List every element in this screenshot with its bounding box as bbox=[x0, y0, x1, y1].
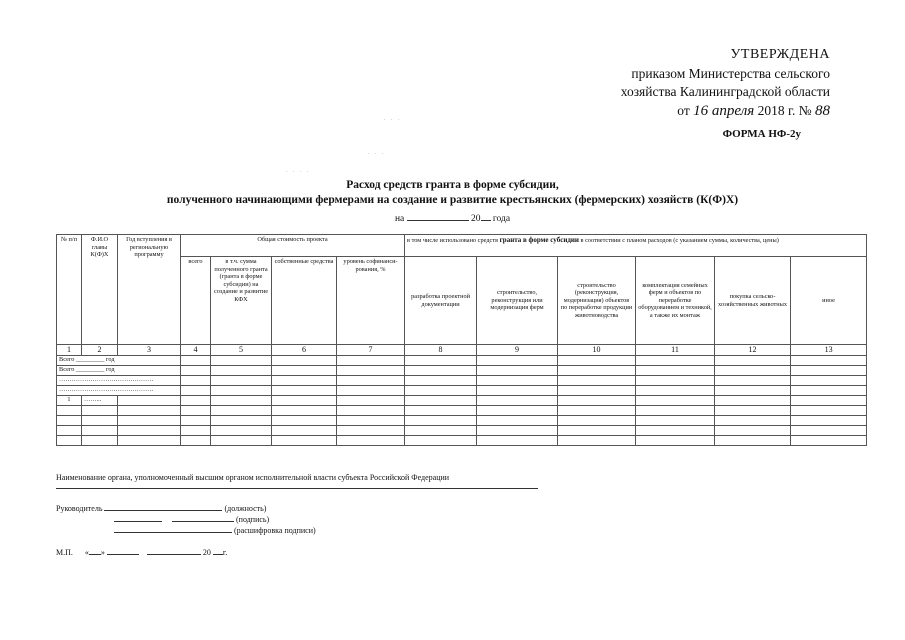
table-cell[interactable] bbox=[791, 415, 867, 425]
table-cell[interactable] bbox=[558, 425, 636, 435]
table-cell[interactable] bbox=[715, 425, 791, 435]
authority-name-field bbox=[56, 482, 538, 491]
column-number: 11 bbox=[636, 345, 715, 356]
header-grant-usage bbox=[405, 235, 867, 257]
reporting-period bbox=[0, 214, 905, 224]
table-cell[interactable] bbox=[405, 425, 477, 435]
table-cell[interactable] bbox=[558, 385, 636, 395]
table-cell[interactable] bbox=[118, 415, 181, 425]
table-cell[interactable] bbox=[272, 435, 337, 445]
table-cell[interactable] bbox=[272, 395, 337, 405]
table-row bbox=[57, 425, 867, 435]
table-row bbox=[57, 435, 867, 445]
position-note: (должность) bbox=[224, 504, 267, 513]
table-cell[interactable] bbox=[57, 405, 82, 415]
table-cell[interactable] bbox=[715, 355, 791, 365]
date-month-line-2[interactable] bbox=[147, 554, 201, 555]
scan-speck: . . . bbox=[384, 116, 402, 122]
header-equipment: комплектация семейных ферм и объектов по переработке оборудованием и техникой, а также их монтаж bbox=[636, 257, 715, 345]
table-row bbox=[57, 385, 867, 395]
header-program-year: Год вступления в региональную программу bbox=[118, 235, 181, 345]
approval-year: 2018 г. № bbox=[757, 103, 812, 118]
column-numbers-row bbox=[57, 345, 867, 356]
column-number: 5 bbox=[211, 345, 272, 356]
table-cell[interactable] bbox=[118, 395, 181, 405]
period-date-blank[interactable] bbox=[407, 220, 469, 221]
table-cell[interactable] bbox=[272, 365, 337, 375]
row-total-label: Всего _________ год bbox=[57, 365, 181, 375]
table-cell[interactable] bbox=[181, 365, 211, 375]
table-cell[interactable] bbox=[715, 415, 791, 425]
table-cell[interactable] bbox=[636, 435, 715, 445]
header-own-funds: собственные средства bbox=[272, 257, 337, 345]
decoding-note: (расшифровка подписи) bbox=[234, 526, 316, 535]
table-cell[interactable] bbox=[211, 405, 272, 415]
table-cell[interactable] bbox=[477, 395, 558, 405]
table-cell[interactable] bbox=[211, 365, 272, 375]
column-number: 9 bbox=[477, 345, 558, 356]
table-cell[interactable] bbox=[477, 415, 558, 425]
table-cell[interactable] bbox=[337, 385, 405, 395]
date-month-line[interactable] bbox=[107, 554, 139, 555]
table-cell[interactable] bbox=[181, 355, 211, 365]
table-row bbox=[57, 355, 867, 365]
table-cell[interactable] bbox=[477, 365, 558, 375]
table-cell[interactable] bbox=[272, 405, 337, 415]
header-number: № п/п bbox=[57, 235, 82, 345]
header-processing-construction: строительство (реконструкция, модернизация) объектов по переработке продукции животноводства bbox=[558, 257, 636, 345]
table-cell[interactable] bbox=[181, 405, 211, 415]
table-cell[interactable] bbox=[405, 385, 477, 395]
period-mid: 20 bbox=[471, 214, 481, 224]
table-cell[interactable] bbox=[405, 415, 477, 425]
table-cell[interactable] bbox=[715, 385, 791, 395]
table-cell[interactable] bbox=[82, 405, 118, 415]
column-number: 2 bbox=[82, 345, 118, 356]
table-cell[interactable] bbox=[337, 435, 405, 445]
approval-title: УТВЕРЖДЕНА bbox=[730, 47, 830, 62]
table-cell[interactable] bbox=[57, 435, 82, 445]
date-open-quote: « bbox=[84, 548, 89, 557]
table-cell[interactable] bbox=[636, 425, 715, 435]
row-item-name: ……... bbox=[82, 395, 118, 405]
column-number: 12 bbox=[715, 345, 791, 356]
column-number: 3 bbox=[118, 345, 181, 356]
approval-handwritten-number: 88 bbox=[815, 103, 830, 119]
table-cell[interactable] bbox=[118, 405, 181, 415]
approval-date-line bbox=[677, 102, 830, 121]
approval-ot: от bbox=[677, 103, 690, 118]
table-cell[interactable] bbox=[791, 355, 867, 365]
table-row bbox=[57, 375, 867, 385]
column-number: 13 bbox=[791, 345, 867, 356]
table-cell[interactable] bbox=[211, 385, 272, 395]
table-cell[interactable] bbox=[211, 375, 272, 385]
table-cell[interactable] bbox=[337, 395, 405, 405]
table-cell[interactable] bbox=[636, 365, 715, 375]
header-grant-usage-bold: гранта в форме субсидии bbox=[499, 236, 579, 244]
table-cell[interactable] bbox=[118, 425, 181, 435]
table-cell[interactable] bbox=[791, 405, 867, 415]
table-cell[interactable] bbox=[82, 415, 118, 425]
column-number: 6 bbox=[272, 345, 337, 356]
table-cell[interactable] bbox=[636, 375, 715, 385]
row-item-number: 1 bbox=[57, 395, 82, 405]
stamp-label: М.П. bbox=[56, 548, 73, 557]
table-cell[interactable] bbox=[558, 405, 636, 415]
authority-name-label: Наименование органа, уполномоченный высшим органом исполнительной власти субъекта Российской Федерации bbox=[56, 473, 450, 482]
table-cell[interactable] bbox=[558, 365, 636, 375]
column-number: 1 bbox=[57, 345, 82, 356]
header-project-docs: разработка проектной документации bbox=[405, 257, 477, 345]
table-cell[interactable] bbox=[715, 375, 791, 385]
table-cell[interactable] bbox=[57, 415, 82, 425]
header-total: всего bbox=[181, 257, 211, 345]
table-cell[interactable] bbox=[337, 415, 405, 425]
table-cell[interactable] bbox=[337, 355, 405, 365]
period-prefix: на bbox=[394, 214, 405, 224]
document-title-line-1: Расход средств гранта в форме субсидии, bbox=[346, 179, 559, 191]
table-cell[interactable] bbox=[272, 385, 337, 395]
table-cell[interactable] bbox=[181, 375, 211, 385]
row-dots: ……………………………………… bbox=[57, 375, 181, 385]
table-cell[interactable] bbox=[558, 355, 636, 365]
table-cell[interactable] bbox=[636, 355, 715, 365]
date-day-line[interactable] bbox=[89, 554, 101, 555]
table-cell[interactable] bbox=[791, 365, 867, 375]
header-grant-usage-pre: в том числе использовано средств bbox=[407, 237, 499, 244]
table-cell[interactable] bbox=[211, 395, 272, 405]
table-cell[interactable] bbox=[715, 365, 791, 375]
head-signature-row bbox=[56, 504, 266, 513]
scan-speck: . . . . bbox=[286, 168, 311, 174]
table-cell[interactable] bbox=[558, 435, 636, 445]
column-number: 8 bbox=[405, 345, 477, 356]
date-year-prefix: 20 bbox=[202, 548, 211, 557]
table-cell[interactable] bbox=[405, 365, 477, 375]
date-year-line[interactable] bbox=[213, 554, 223, 555]
column-number: 4 bbox=[181, 345, 211, 356]
decoding-row bbox=[114, 526, 316, 535]
table-cell[interactable] bbox=[82, 435, 118, 445]
table-cell[interactable] bbox=[405, 435, 477, 445]
approval-handwritten-date: 16 апреля bbox=[693, 103, 755, 119]
period-suffix: года bbox=[492, 214, 511, 224]
table-cell[interactable] bbox=[337, 365, 405, 375]
form-id: ФОРМА НФ-2у bbox=[722, 128, 801, 140]
table-cell[interactable] bbox=[558, 415, 636, 425]
table-cell[interactable] bbox=[405, 375, 477, 385]
table-cell[interactable] bbox=[636, 415, 715, 425]
table-row bbox=[57, 405, 867, 415]
table-cell[interactable] bbox=[636, 395, 715, 405]
table-cell[interactable] bbox=[181, 435, 211, 445]
column-number: 10 bbox=[558, 345, 636, 356]
table-cell[interactable] bbox=[211, 415, 272, 425]
signature-line-b[interactable] bbox=[172, 521, 234, 522]
head-position-line[interactable] bbox=[104, 510, 222, 511]
table-cell[interactable] bbox=[405, 355, 477, 365]
table-row bbox=[57, 395, 867, 405]
approval-order-line-1: приказом Министерства сельского bbox=[631, 66, 830, 81]
table-row bbox=[57, 365, 867, 375]
table-cell[interactable] bbox=[82, 425, 118, 435]
table-cell[interactable] bbox=[57, 425, 82, 435]
table-cell[interactable] bbox=[477, 435, 558, 445]
approval-order-line-2: хозяйства Калининградской области bbox=[620, 84, 830, 99]
head-label: Руководитель bbox=[56, 504, 103, 513]
row-dots: ……………………………………… bbox=[57, 385, 181, 395]
header-other: иное bbox=[791, 257, 867, 345]
table-cell[interactable] bbox=[181, 425, 211, 435]
table-cell[interactable] bbox=[791, 395, 867, 405]
table-cell[interactable] bbox=[791, 425, 867, 435]
table-cell[interactable] bbox=[181, 385, 211, 395]
table-cell[interactable] bbox=[337, 405, 405, 415]
table-cell[interactable] bbox=[636, 385, 715, 395]
signature-row bbox=[114, 515, 269, 524]
period-year-blank[interactable] bbox=[481, 220, 491, 221]
header-livestock: покупка сельско-хозяйственных животных bbox=[715, 257, 791, 345]
table-cell[interactable] bbox=[715, 395, 791, 405]
table-cell[interactable] bbox=[337, 425, 405, 435]
table-cell[interactable] bbox=[715, 435, 791, 445]
date-suffix: г. bbox=[222, 548, 228, 557]
table-cell[interactable] bbox=[791, 375, 867, 385]
table-cell[interactable] bbox=[477, 405, 558, 415]
table-cell[interactable] bbox=[272, 355, 337, 365]
table-cell[interactable] bbox=[405, 405, 477, 415]
table-cell[interactable] bbox=[636, 405, 715, 415]
table-row bbox=[57, 415, 867, 425]
decoding-line[interactable] bbox=[114, 532, 232, 533]
table-cell[interactable] bbox=[477, 355, 558, 365]
table-cell[interactable] bbox=[791, 385, 867, 395]
table-cell[interactable] bbox=[558, 375, 636, 385]
row-total-label: Всего _________ год bbox=[57, 355, 181, 365]
document-title-line-2: полученного начинающими фермерами на создание и развитие крестьянских (фермерских) хозяйств (К(Ф)Х) bbox=[166, 193, 739, 206]
expense-table bbox=[56, 234, 867, 446]
table-cell[interactable] bbox=[558, 395, 636, 405]
date-close-quote: » bbox=[100, 548, 105, 557]
table-cell[interactable] bbox=[181, 395, 211, 405]
header-total-cost: Общая стоимость проекта bbox=[181, 235, 405, 257]
stamp-date-row bbox=[56, 548, 227, 557]
table-cell[interactable] bbox=[477, 385, 558, 395]
header-grant-amount: в т.ч. сумма полученного гранта (гранта в форме субсидии) на создание и развитие КФХ bbox=[211, 257, 272, 345]
table-cell[interactable] bbox=[211, 355, 272, 365]
document-title bbox=[0, 178, 905, 208]
table-cell[interactable] bbox=[715, 405, 791, 415]
table-cell[interactable] bbox=[272, 375, 337, 385]
scan-speck: . . . bbox=[368, 150, 386, 156]
column-number: 7 bbox=[337, 345, 405, 356]
signature-line-a[interactable] bbox=[114, 521, 162, 522]
header-grant-usage-post: в соответствии с планом расходов (с указанием суммы, количества, цены) bbox=[580, 237, 779, 244]
table-cell[interactable] bbox=[337, 375, 405, 385]
table-cell[interactable] bbox=[118, 435, 181, 445]
table-cell[interactable] bbox=[181, 415, 211, 425]
table-cell[interactable] bbox=[272, 415, 337, 425]
signature-note: (подпись) bbox=[236, 515, 270, 524]
table-cell[interactable] bbox=[211, 435, 272, 445]
table-cell[interactable] bbox=[272, 425, 337, 435]
authority-name-input-line[interactable] bbox=[56, 488, 538, 489]
table-cell[interactable] bbox=[211, 425, 272, 435]
header-farm-construction: строительство, реконструкция или модернизация ферм bbox=[477, 257, 558, 345]
table-cell[interactable] bbox=[477, 425, 558, 435]
table-cell[interactable] bbox=[405, 395, 477, 405]
table-cell[interactable] bbox=[477, 375, 558, 385]
header-cofinancing: уровень софинанси-рования, % bbox=[337, 257, 405, 345]
header-fio: Ф.И.О главы К(Ф)Х bbox=[82, 235, 118, 345]
table-cell[interactable] bbox=[791, 435, 867, 445]
